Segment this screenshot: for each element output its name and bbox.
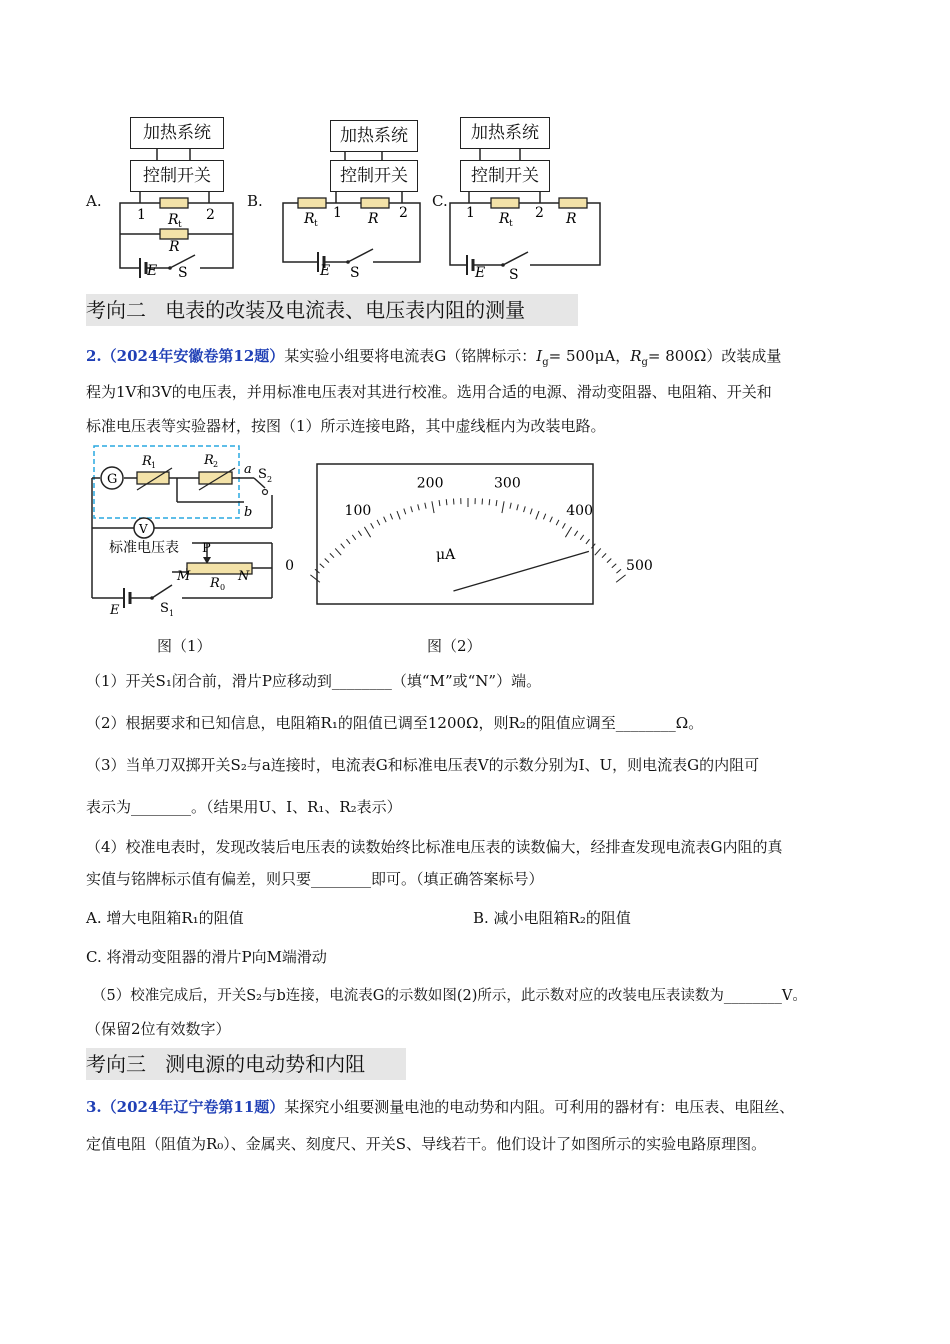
- g-label: G: [107, 472, 118, 487]
- circuit-a-diagram: [110, 145, 240, 281]
- svg-text:1: 1: [151, 461, 157, 470]
- meter-tick-label: 500: [626, 558, 653, 575]
- svg-text:b: b: [244, 505, 253, 520]
- meter-frame: [317, 464, 593, 604]
- meter-tick-label: 0: [285, 558, 295, 575]
- node-2-a: 2: [206, 207, 215, 223]
- q2-line-2: 程为1V和3V的电压表，并用标准电压表对其进行校准。选用合适的电源、滑动变阻器、电阻箱、开关和: [86, 383, 772, 401]
- svg-text:R: R: [142, 454, 152, 469]
- heating-system-box-b: 加热系统: [330, 120, 418, 152]
- q2-number: 2.: [86, 347, 102, 365]
- r-label-a: R: [169, 239, 180, 255]
- q2-sub-4-line-2: 实值与铭牌标示值有偏差，则只要________即可。（填正确答案标号）: [86, 870, 544, 888]
- choice-c: C. 将滑动变阻器的滑片P向M端滑动: [86, 948, 327, 966]
- q2-sub-3-line-1: （3）当单刀双掷开关S₂与a连接时，电流表G和标准电压表V的示数分别为I、U，则电流表G的内阻可: [86, 756, 760, 774]
- q2-line-1: 2.（2024年安徽卷第12题）某实验小组要将电流表G（铭牌标示：$I_g= 500\mu A$，$R_g= 800\Omega$）改装成量: [86, 347, 782, 368]
- s-label-b: S: [350, 265, 360, 281]
- node-2-c: 2: [535, 205, 544, 221]
- rt-sub-a: t: [178, 220, 182, 230]
- svg-text:a: a: [244, 462, 252, 477]
- q2-source: （2024年安徽卷第12题）: [101, 347, 285, 365]
- q2-sub-5-line-1: （5）校准完成后，开关S₂与b连接，电流表G的示数如图(2)所示，此示数对应的改装电压表读数为________V。: [92, 988, 807, 1004]
- q2-sub-5-line-2: （保留2位有效数字）: [86, 1020, 231, 1038]
- node-1-c: 1: [466, 205, 475, 221]
- circuit-b-diagram: [278, 145, 428, 281]
- meter-tick-label: 200: [416, 475, 444, 492]
- q2-line-3: 标准电压表等实验器材，按图（1）所示连接电路，其中虚线框内为改装电路。: [86, 417, 606, 435]
- meter-tick: [607, 558, 611, 562]
- rt-sub-c: t: [509, 219, 513, 229]
- svg-text:V: V: [139, 522, 148, 536]
- q3-line-1: 3.（2024年辽宁卷第11题）某探究小组要测量电池的电动势和内阻。可利用的器材有：电压表、电阻丝、: [86, 1098, 795, 1116]
- e-label-b: E: [320, 263, 331, 279]
- svg-text:1: 1: [169, 609, 175, 618]
- meter-tick-label: 100: [344, 502, 372, 519]
- meter-tick: [616, 575, 625, 582]
- figure-2-caption: 图（2）: [427, 637, 482, 655]
- section-heading-2: [86, 294, 578, 326]
- q2-sub-1: （1）开关S₁闭合前，滑片P应移动到________（填“M”或“N”）端。: [86, 672, 542, 690]
- meter-unit: μA: [436, 547, 456, 563]
- figure-2-meter: [285, 463, 653, 608]
- node-2-b: 2: [399, 205, 408, 221]
- q3-line-2: 定值电阻（阻值为R₀）、金属夹、刻度尺、开关S、导线若干。他们设计了如图所示的实验电路原理图。: [86, 1135, 767, 1153]
- q2-sub-3-line-2: 表示为________。（结果用U、I、R₁、R₂表示）: [86, 798, 402, 816]
- r-label-c: R: [566, 211, 577, 227]
- rt-label-c: R: [499, 211, 510, 227]
- node-1-a: 1: [137, 207, 146, 223]
- resistor-r2: [199, 472, 232, 484]
- q2-sub-4-line-1: （4）校准电表时，发现改装后电压表的读数始终比标准电压表的读数偏大，经排查发现电流表G内阻的真: [86, 838, 783, 856]
- svg-text:0: 0: [220, 583, 226, 592]
- section-3-title: 测电源的电动势和内阻: [165, 1052, 366, 1076]
- section-2-number: 考向二: [86, 298, 146, 322]
- circuit-c-diagram: [445, 145, 605, 283]
- rt-label-a: R: [168, 212, 179, 228]
- option-a-label: A.: [86, 192, 102, 210]
- control-switch-box-c: 控制开关: [460, 160, 550, 192]
- svg-text:E: E: [110, 603, 120, 618]
- svg-text:R: R: [210, 576, 220, 591]
- q3-number: 3.: [86, 1098, 102, 1116]
- svg-text:P: P: [202, 541, 211, 556]
- meter-tick: [489, 499, 490, 505]
- s-label-a: S: [178, 265, 188, 281]
- e-label-c: E: [475, 265, 486, 281]
- meter-tick: [446, 499, 447, 505]
- rt-sub-b: t: [314, 219, 318, 229]
- figure-1-caption: 图（1）: [157, 637, 212, 655]
- svg-text:N: N: [238, 569, 250, 584]
- svg-text:R: R: [204, 453, 214, 468]
- section-3-number: 考向三: [86, 1052, 146, 1076]
- option-b-label: B.: [247, 192, 263, 210]
- resistor-r1: [137, 472, 169, 484]
- svg-text:S: S: [160, 601, 169, 616]
- r-label-b: R: [368, 211, 379, 227]
- standard-voltmeter-label: 标准电压表: [109, 540, 179, 556]
- q3-source: （2024年辽宁卷第11题）: [101, 1098, 285, 1116]
- section-heading-3: [86, 1048, 406, 1080]
- svg-text:2: 2: [213, 460, 219, 469]
- rt-label-b: R: [304, 211, 315, 227]
- q2-sub-2: （2）根据要求和已知信息，电阻箱R₁的阻值已调至1200Ω，则R₂的阻值应调至________Ω。: [86, 714, 704, 732]
- choice-a: A. 增大电阻箱R₁的阻值: [86, 909, 244, 927]
- meter-tick: [612, 564, 616, 568]
- node-1-b: 1: [333, 205, 342, 221]
- svg-text:M: M: [177, 569, 191, 584]
- svg-text:2: 2: [267, 475, 273, 484]
- s-label-c: S: [509, 267, 519, 283]
- figure-1-circuit: [82, 440, 295, 625]
- option-c-label: C.: [432, 192, 448, 210]
- control-switch-box-a: 控制开关: [130, 160, 224, 192]
- section-2-title: 电表的改装及电流表、电压表内阻的测量: [165, 298, 526, 322]
- svg-text:S: S: [258, 467, 267, 482]
- choice-b: B. 减小电阻箱R₂的阻值: [473, 909, 631, 927]
- heating-system-box-c: 加热系统: [460, 117, 550, 149]
- control-switch-box-b: 控制开关: [330, 160, 418, 192]
- meter-tick: [616, 569, 621, 573]
- e-label-a: E: [147, 263, 158, 279]
- meter-tick-label: 300: [494, 475, 521, 492]
- meter-tick: [602, 553, 606, 557]
- meter-tick-label: 400: [566, 502, 593, 519]
- meter-tick: [595, 548, 601, 555]
- heating-system-box-a: 加热系统: [130, 117, 224, 149]
